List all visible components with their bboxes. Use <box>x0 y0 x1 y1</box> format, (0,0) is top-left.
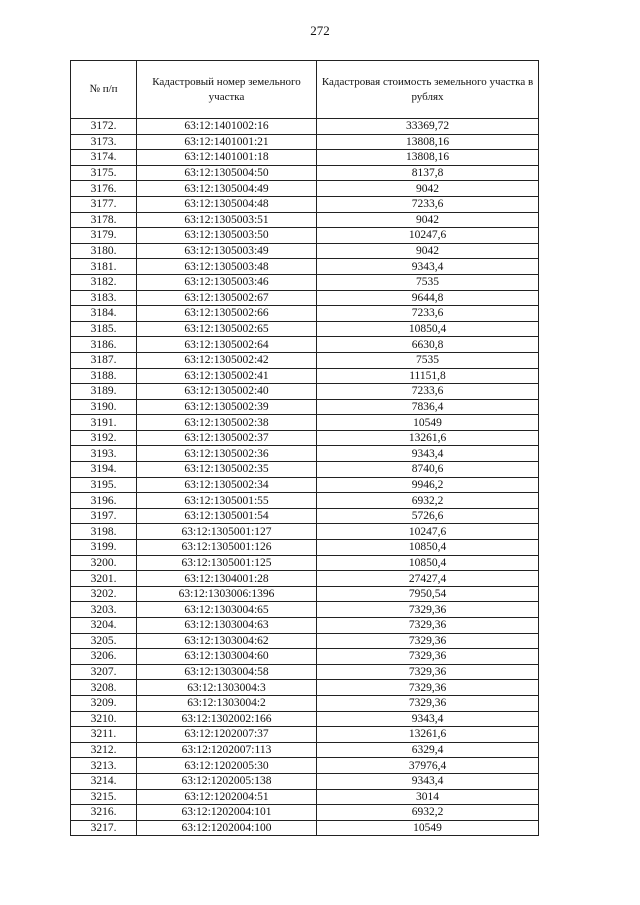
cadastral-value-cell: 7329,36 <box>317 695 539 711</box>
cadastral-value-cell: 7233,6 <box>317 196 539 212</box>
table-header <box>71 61 539 119</box>
cadastral-number-cell: 63:12:1202005:138 <box>137 773 317 789</box>
cadastral-value-cell: 6329,4 <box>317 742 539 758</box>
table-row <box>71 306 539 322</box>
table-row <box>71 150 539 166</box>
header-row-number: № п/п <box>71 61 137 119</box>
table-row <box>71 181 539 197</box>
row-number-cell: 3197. <box>71 508 137 524</box>
table-row <box>71 274 539 290</box>
row-number-cell: 3187. <box>71 352 137 368</box>
table-row <box>71 742 539 758</box>
cadastral-number-cell: 63:12:1401001:21 <box>137 134 317 150</box>
table-row <box>71 508 539 524</box>
header-row <box>71 61 539 119</box>
row-number-cell: 3173. <box>71 134 137 150</box>
cadastral-number-cell: 63:12:1401002:16 <box>137 119 317 135</box>
table-row <box>71 571 539 587</box>
row-number-cell: 3177. <box>71 196 137 212</box>
cadastral-value-cell: 5726,6 <box>317 508 539 524</box>
cadastral-number-cell: 63:12:1305001:125 <box>137 555 317 571</box>
cadastral-number-cell: 63:12:1305001:126 <box>137 540 317 556</box>
row-number-cell: 3207. <box>71 664 137 680</box>
table-row <box>71 415 539 431</box>
table-row <box>71 337 539 353</box>
cadastral-value-cell: 7329,36 <box>317 649 539 665</box>
cadastral-number-cell: 63:12:1305001:55 <box>137 493 317 509</box>
table-row <box>71 259 539 275</box>
cadastral-value-cell: 7950,54 <box>317 586 539 602</box>
cadastral-number-cell: 63:12:1202004:101 <box>137 805 317 821</box>
cadastral-value-cell: 10549 <box>317 415 539 431</box>
cadastral-table <box>70 60 539 836</box>
cadastral-number-cell: 63:12:1305002:34 <box>137 477 317 493</box>
row-number-cell: 3195. <box>71 477 137 493</box>
cadastral-number-cell: 63:12:1401001:18 <box>137 150 317 166</box>
row-number-cell: 3190. <box>71 399 137 415</box>
row-number-cell: 3215. <box>71 789 137 805</box>
row-number-cell: 3176. <box>71 181 137 197</box>
row-number-cell: 3208. <box>71 680 137 696</box>
table-row <box>71 602 539 618</box>
table-row <box>71 493 539 509</box>
cadastral-value-cell: 9644,8 <box>317 290 539 306</box>
cadastral-number-cell: 63:12:1305002:64 <box>137 337 317 353</box>
cadastral-number-cell: 63:12:1305002:40 <box>137 384 317 400</box>
cadastral-value-cell: 7329,36 <box>317 618 539 634</box>
cadastral-number-cell: 63:12:1305004:48 <box>137 196 317 212</box>
cadastral-value-cell: 27427,4 <box>317 571 539 587</box>
table-row <box>71 524 539 540</box>
table-row <box>71 555 539 571</box>
cadastral-value-cell: 7535 <box>317 352 539 368</box>
cadastral-value-cell: 9343,4 <box>317 773 539 789</box>
row-number-cell: 3179. <box>71 228 137 244</box>
cadastral-value-cell: 10247,6 <box>317 524 539 540</box>
cadastral-number-cell: 63:12:1305002:66 <box>137 306 317 322</box>
cadastral-value-cell: 13808,16 <box>317 150 539 166</box>
cadastral-value-cell: 9343,4 <box>317 259 539 275</box>
cadastral-number-cell: 63:12:1305004:49 <box>137 181 317 197</box>
cadastral-value-cell: 7329,36 <box>317 680 539 696</box>
cadastral-value-cell: 9343,4 <box>317 711 539 727</box>
cadastral-number-cell: 63:12:1303004:63 <box>137 618 317 634</box>
cadastral-number-cell: 63:12:1202004:100 <box>137 820 317 836</box>
table-row <box>71 243 539 259</box>
cadastral-number-cell: 63:12:1305002:42 <box>137 352 317 368</box>
cadastral-number-cell: 63:12:1302002:166 <box>137 711 317 727</box>
row-number-cell: 3175. <box>71 165 137 181</box>
row-number-cell: 3189. <box>71 384 137 400</box>
row-number-cell: 3203. <box>71 602 137 618</box>
table-row <box>71 196 539 212</box>
table-row <box>71 773 539 789</box>
cadastral-value-cell: 7233,6 <box>317 306 539 322</box>
cadastral-value-cell: 9042 <box>317 181 539 197</box>
cadastral-value-cell: 6932,2 <box>317 493 539 509</box>
row-number-cell: 3181. <box>71 259 137 275</box>
row-number-cell: 3211. <box>71 727 137 743</box>
row-number-cell: 3178. <box>71 212 137 228</box>
cadastral-value-cell: 9042 <box>317 243 539 259</box>
row-number-cell: 3184. <box>71 306 137 322</box>
row-number-cell: 3209. <box>71 695 137 711</box>
table-row <box>71 352 539 368</box>
cadastral-number-cell: 63:12:1305003:46 <box>137 274 317 290</box>
table-row <box>71 758 539 774</box>
cadastral-number-cell: 63:12:1303004:3 <box>137 680 317 696</box>
row-number-cell: 3183. <box>71 290 137 306</box>
cadastral-number-cell: 63:12:1305001:127 <box>137 524 317 540</box>
cadastral-value-cell: 8740,6 <box>317 462 539 478</box>
row-number-cell: 3206. <box>71 649 137 665</box>
cadastral-value-cell: 6932,2 <box>317 805 539 821</box>
cadastral-value-cell: 7329,36 <box>317 664 539 680</box>
table-row <box>71 477 539 493</box>
cadastral-value-cell: 10850,4 <box>317 540 539 556</box>
cadastral-number-cell: 63:12:1202005:30 <box>137 758 317 774</box>
row-number-cell: 3213. <box>71 758 137 774</box>
row-number-cell: 3194. <box>71 462 137 478</box>
cadastral-value-cell: 13808,16 <box>317 134 539 150</box>
cadastral-number-cell: 63:12:1305002:35 <box>137 462 317 478</box>
cadastral-value-cell: 9042 <box>317 212 539 228</box>
row-number-cell: 3198. <box>71 524 137 540</box>
table-row <box>71 399 539 415</box>
cadastral-value-cell: 9946,2 <box>317 477 539 493</box>
row-number-cell: 3188. <box>71 368 137 384</box>
page-number: 272 <box>310 23 330 38</box>
cadastral-number-cell: 63:12:1305003:50 <box>137 228 317 244</box>
cadastral-number-cell: 63:12:1305002:65 <box>137 321 317 337</box>
table-row <box>71 212 539 228</box>
table-row <box>71 384 539 400</box>
cadastral-number-cell: 63:12:1305002:41 <box>137 368 317 384</box>
table-row <box>71 368 539 384</box>
cadastral-value-cell: 7329,36 <box>317 633 539 649</box>
cadastral-number-cell: 63:12:1305002:38 <box>137 415 317 431</box>
row-number-cell: 3186. <box>71 337 137 353</box>
table-row <box>71 462 539 478</box>
cadastral-value-cell: 10850,4 <box>317 555 539 571</box>
row-number-cell: 3192. <box>71 430 137 446</box>
table-row <box>71 820 539 836</box>
header-cadastral-number: Кадастровый номер земельного участка <box>137 61 317 119</box>
row-number-cell: 3182. <box>71 274 137 290</box>
cadastral-number-cell: 63:12:1202007:37 <box>137 727 317 743</box>
cadastral-number-cell: 63:12:1304001:28 <box>137 571 317 587</box>
cadastral-number-cell: 63:12:1305003:49 <box>137 243 317 259</box>
cadastral-value-cell: 13261,6 <box>317 727 539 743</box>
cadastral-number-cell: 63:12:1305001:54 <box>137 508 317 524</box>
cadastral-number-cell: 63:12:1305002:36 <box>137 446 317 462</box>
table-row <box>71 134 539 150</box>
row-number-cell: 3174. <box>71 150 137 166</box>
cadastral-value-cell: 10549 <box>317 820 539 836</box>
row-number-cell: 3180. <box>71 243 137 259</box>
table-row <box>71 680 539 696</box>
row-number-cell: 3214. <box>71 773 137 789</box>
row-number-cell: 3212. <box>71 742 137 758</box>
table-row <box>71 540 539 556</box>
row-number-cell: 3216. <box>71 805 137 821</box>
table-row <box>71 228 539 244</box>
cadastral-number-cell: 63:12:1305002:39 <box>137 399 317 415</box>
cadastral-value-cell: 8137,8 <box>317 165 539 181</box>
cadastral-number-cell: 63:12:1202004:51 <box>137 789 317 805</box>
table-row <box>71 586 539 602</box>
row-number-cell: 3191. <box>71 415 137 431</box>
row-number-cell: 3196. <box>71 493 137 509</box>
cadastral-value-cell: 7233,6 <box>317 384 539 400</box>
cadastral-number-cell: 63:12:1303004:62 <box>137 633 317 649</box>
table-row <box>71 321 539 337</box>
header-cadastral-value: Кадастровая стоимость земельного участка в рублях <box>317 61 539 119</box>
row-number-cell: 3210. <box>71 711 137 727</box>
cadastral-value-cell: 7836,4 <box>317 399 539 415</box>
cadastral-value-cell: 10247,6 <box>317 228 539 244</box>
cadastral-value-cell: 9343,4 <box>317 446 539 462</box>
table-row <box>71 290 539 306</box>
cadastral-number-cell: 63:12:1303004:2 <box>137 695 317 711</box>
row-number-cell: 3193. <box>71 446 137 462</box>
row-number-cell: 3172. <box>71 119 137 135</box>
cadastral-number-cell: 63:12:1305002:37 <box>137 430 317 446</box>
row-number-cell: 3200. <box>71 555 137 571</box>
cadastral-value-cell: 7329,36 <box>317 602 539 618</box>
cadastral-value-cell: 13261,6 <box>317 430 539 446</box>
table-row <box>71 727 539 743</box>
table-row <box>71 805 539 821</box>
table-row <box>71 430 539 446</box>
row-number-cell: 3185. <box>71 321 137 337</box>
cadastral-value-cell: 6630,8 <box>317 337 539 353</box>
cadastral-number-cell: 63:12:1303006:1396 <box>137 586 317 602</box>
table-row <box>71 789 539 805</box>
cadastral-value-cell: 3014 <box>317 789 539 805</box>
cadastral-number-cell: 63:12:1303004:60 <box>137 649 317 665</box>
row-number-cell: 3199. <box>71 540 137 556</box>
table-body <box>71 119 539 836</box>
table-row <box>71 119 539 135</box>
cadastral-value-cell: 7535 <box>317 274 539 290</box>
table-row <box>71 649 539 665</box>
table-row <box>71 711 539 727</box>
cadastral-number-cell: 63:12:1305004:50 <box>137 165 317 181</box>
cadastral-value-cell: 33369,72 <box>317 119 539 135</box>
cadastral-number-cell: 63:12:1202007:113 <box>137 742 317 758</box>
table-row <box>71 165 539 181</box>
cadastral-number-cell: 63:12:1303004:65 <box>137 602 317 618</box>
cadastral-value-cell: 10850,4 <box>317 321 539 337</box>
row-number-cell: 3201. <box>71 571 137 587</box>
table-row <box>71 664 539 680</box>
cadastral-value-cell: 11151,8 <box>317 368 539 384</box>
cadastral-number-cell: 63:12:1303004:58 <box>137 664 317 680</box>
table-row <box>71 695 539 711</box>
cadastral-number-cell: 63:12:1305003:48 <box>137 259 317 275</box>
table-row <box>71 446 539 462</box>
cadastral-number-cell: 63:12:1305002:67 <box>137 290 317 306</box>
row-number-cell: 3204. <box>71 618 137 634</box>
row-number-cell: 3205. <box>71 633 137 649</box>
table-row <box>71 618 539 634</box>
row-number-cell: 3217. <box>71 820 137 836</box>
row-number-cell: 3202. <box>71 586 137 602</box>
table-row <box>71 633 539 649</box>
cadastral-number-cell: 63:12:1305003:51 <box>137 212 317 228</box>
cadastral-value-cell: 37976,4 <box>317 758 539 774</box>
